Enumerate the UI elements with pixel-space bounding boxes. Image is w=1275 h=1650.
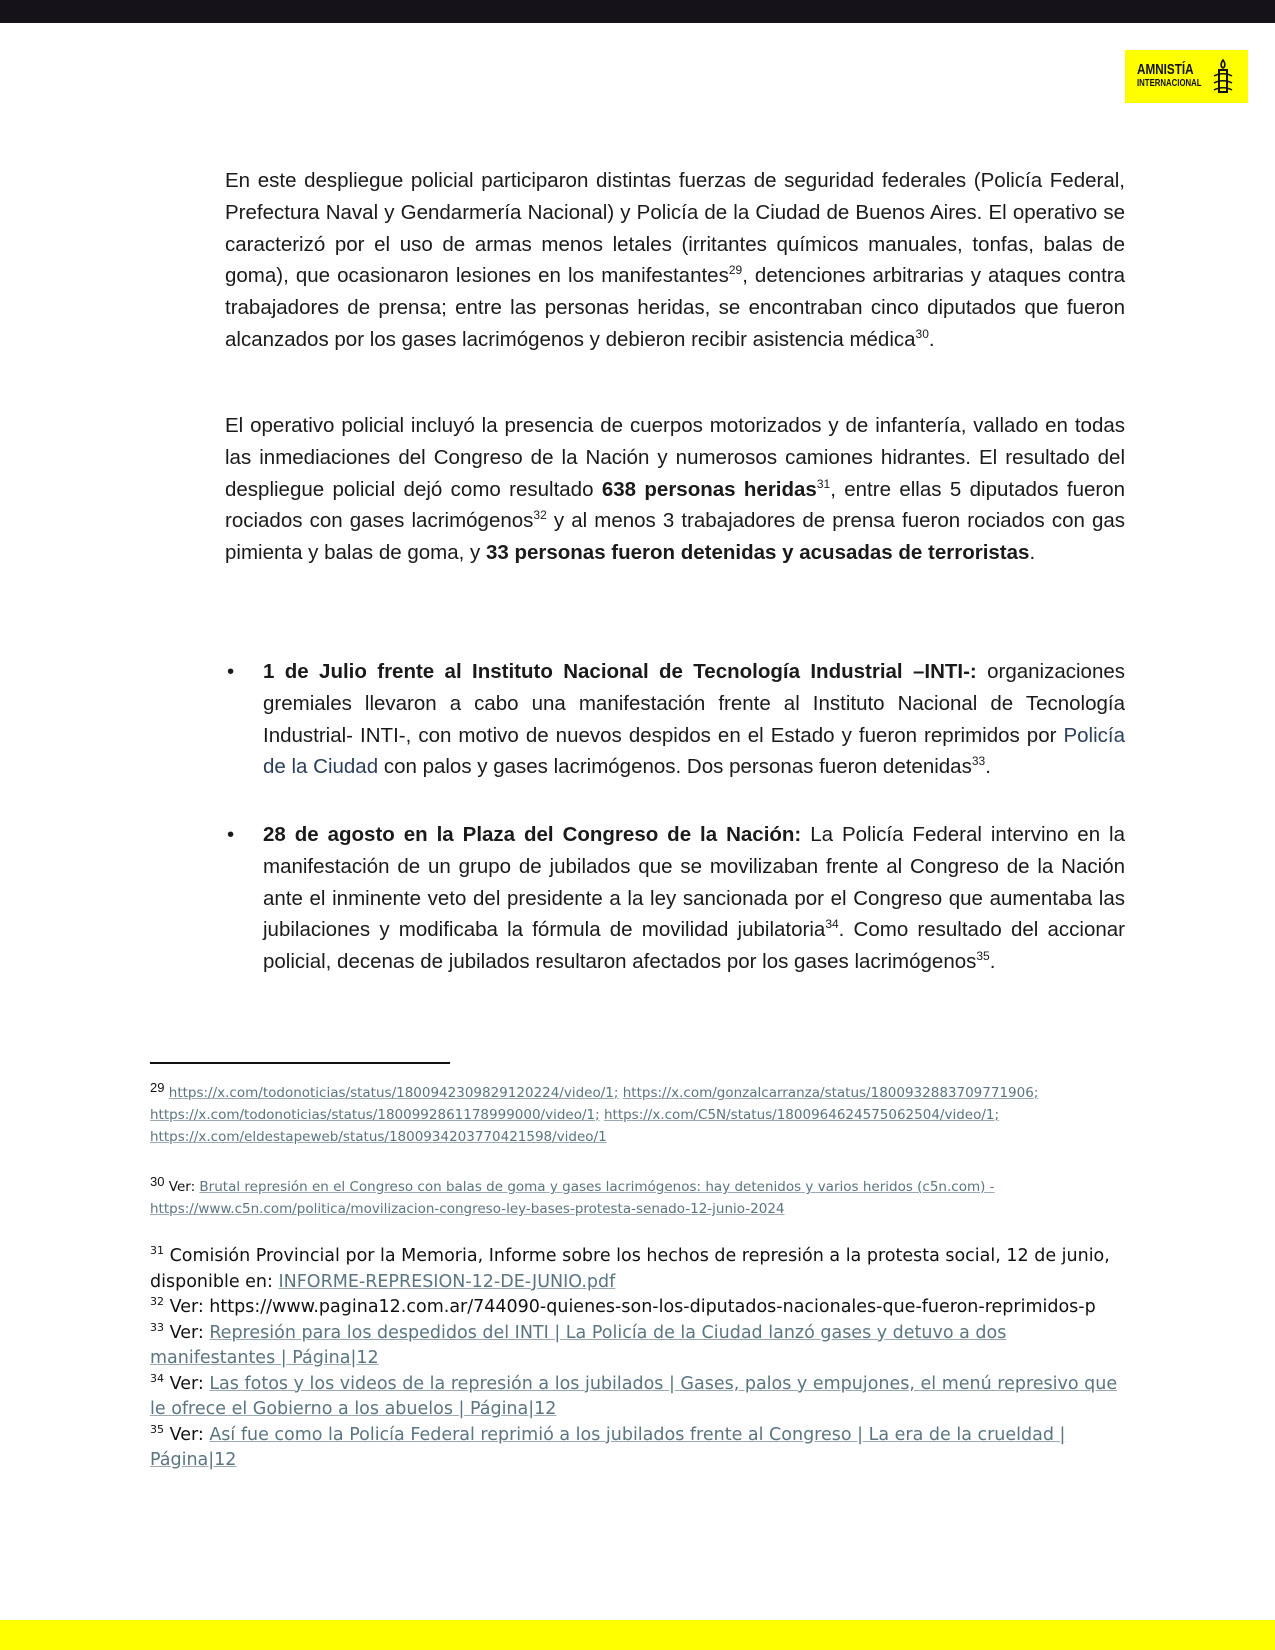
footnote-link[interactable]: Las fotos y los videos de la represión a los jubilados | Gases, palos y empujones, el menú represivo que le ofrece el Gobierno a los abuelos | Página|12 [150,1373,1118,1419]
bullet-heading: 1 de Julio frente al Instituto Nacional de Tecnología Industrial –INTI-: [263,660,977,683]
amnesty-logo [1125,50,1248,103]
bold-detained-count: 33 personas fueron detenidas y acusadas de terroristas [485,541,1030,565]
footnote-number: 31 [150,1244,164,1257]
footnote-link[interactable]: https://x.com/todonoticias/status/1800942309829120224/video/1 [168,1085,614,1101]
paragraph-police-deployment: En este despliegue policial participaron distintas fuerzas de seguridad federales (Policía Federal, Prefectura Naval y Gendarmería Nacional) y Policía de la Ciudad de Buenos Aires. El operativo se caracterizó por el uso de armas menos letales (irritantes químicos manuales, tonfas, balas de goma), que ocasionaron lesiones en los manifestantes$^{29}$, detenciones arbitrarias y ataques contra trabajadores de prensa; entre las personas heridas, se encontraban cinco diputados que fueron alcanzados por los gases lacrimógenos y debieron recibir asistencia médica$^{30}$. [225,169,1125,351]
bullet-dot: • [227,823,235,846]
informe-pdf-link[interactable]: INFORME-REPRESION-12-DE-JUNIO.pdf [278,1271,616,1292]
bold-injured-count: 638 personas heridas [601,477,817,501]
footnote-32: $^{32}$ Ver: https://www.pagina12.com.ar/744090-quienes-son-los-diputados-nacionales-que-fueron-reprimidos-p [150,1295,1096,1317]
footnote-ref-32[interactable]: 32 [533,508,547,523]
footnote-number: 33 [150,1320,164,1334]
bullet-list-inti [225,656,1125,783]
footnote-link-title[interactable]: Brutal represión en el Congreso con balas de goma y gases lacrimógenos: hay detenidos y varios heridos (c5n.com) - [199,1179,995,1195]
footnote-ref-30[interactable]: 30 [915,326,929,341]
footnote-ref-31[interactable]: 31 [816,476,831,491]
footnote-number: 34 [150,1371,164,1385]
bullet-dot: • [227,660,235,683]
footnote-30: 30 Ver: Brutal represión en el Congreso con balas de goma y gases lacrimógenos: hay detenidos y varios heridos (c5n.com) - https://www.c5n.com/politica/movilizacion-congreso-ley-bases-protesta-senado-12-junio-2024 [150,1174,995,1217]
footnote-ref-35[interactable]: 35 [976,949,990,964]
footnote-33: $^{33}$ Ver: Represión para los despedidos del INTI | La Policía de la Ciudad lanzó gases y detuvo a dos manifestantes | Página|12 [150,1320,1007,1368]
bullet-item-inti: • 1 de Julio frente al Instituto Nacional de Tecnología Industrial –INTI-: organizaciones gremiales llevaron a cabo una manifestación frente al Instituto Nacional de Tecnología Industrial- INTI-, con motivo de nuevos despidos en el Estado y fueron reprimidos por Policía de la Ciudad con palos y gases lacrimógenos. Dos personas fueron detenidas$^{33}$. [225,656,1125,783]
candle-barbed-wire-icon [1212,59,1234,95]
footnote-ref-34[interactable]: 34 [825,917,839,932]
footnote-31: $^{31}$ Comisión Provincial por la Memoria, Informe sobre los hechos de represión a la protesta social, 12 de junio, disponible en: INFORME-REPRESION-12-DE-JUNIO.pdf [150,1244,1110,1292]
footnote-number: 32 [150,1295,164,1308]
footnote-separator [150,1062,450,1064]
footnote-29: 29 https://x.com/todonoticias/status/1800942309829120224/video/1; https://x.com/gonzalcarranza/status/1800932883709771906; https://x.com/todonoticias/status/1800992861178999000/video/1; https://x.com/C5N/status/1800964624575062504/video/1; https://x.com/eldestapeweb/status/1800934203770421598/video/1 [150,1080,1039,1145]
bullet-item-congreso: • 28 de agosto en la Plaza del Congreso de la Nación: La Policía Federal intervino en la manifestación de un grupo de jubilados que se movilizaban frente al Congreso de la Nación ante el inminente veto del presidente a la ley sancionada por el Congreso que aumentaba las jubilaciones y modificaba la fórmula de movilidad jubilatoria$^{34}$. Como resultado del accionar policial, decenas de jubilados resultaron afectados por los gases lacrimógenos$^{35}$. [225,819,1125,978]
footnote-link[interactable]: https://x.com/todonoticias/status/1800992861178999000/video/1 [150,1107,596,1123]
footnote-35: $^{35}$ Ver: Así fue como la Policía Federal reprimió a los jubilados frente al Congreso | La era de la crueldad | Página|12 [150,1422,1066,1470]
paragraph-operation-results: El operativo policial incluyó la presencia de cuerpos motorizados y de infantería, vallado en todas las inmediaciones del Congreso de la Nación y numerosos camiones hidrantes. El resultado del despliegue policial dejó como resultado 638 personas heridas$^{31}$, entre ellas 5 diputados fueron rociados con gases lacrimógenos$^{32}$ y al menos 3 trabajadores de prensa fueron rociados con gas pimienta y balas de goma, y 33 personas fueron detenidas y acusadas de terroristas. [225,414,1126,565]
footnote-link[interactable]: https://x.com/gonzalcarranza/status/1800932883709771906 [622,1085,1034,1101]
footnote-number: 30 [150,1174,165,1189]
policia-ciudad-link[interactable]: Policía de la Ciudad [263,723,1125,779]
footnotes-31-35 [150,1244,1125,1474]
footnote-number: 29 [150,1080,165,1095]
footnote-ref-29[interactable]: 29 [728,263,743,278]
logo-text-line1: AMNISTÍA [1137,61,1194,78]
logo-text-line2: INTERNACIONAL [1137,78,1202,89]
bottom-brand-bar [0,1620,1275,1650]
footnote-link[interactable]: https://x.com/eldestapeweb/status/1800934203770421598/video/1 [150,1129,607,1145]
bullet-heading: 28 de agosto en la Plaza del Congreso de la Nación: [263,823,802,846]
footnote-link[interactable]: Represión para los despedidos del INTI | La Policía de la Ciudad lanzó gases y detuvo a dos manifestantes | Página|12 [150,1322,1007,1368]
footnote-ref-33[interactable]: 33 [971,754,986,769]
footnote-number: 35 [150,1422,164,1436]
bullet-list-congreso [225,819,1125,978]
top-bar [0,0,1275,23]
footnote-link-url[interactable]: https://www.c5n.com/politica/movilizacion-congreso-ley-bases-protesta-senado-12-junio-2024 [150,1201,785,1217]
footnote-34: $^{34}$ Ver: Las fotos y los videos de la represión a los jubilados | Gases, palos y empujones, el menú represivo que le ofrece el Gobierno a los abuelos | Página|12 [150,1371,1118,1419]
footnote-link[interactable]: https://x.com/C5N/status/1800964624575062504/video/1 [603,1107,995,1123]
footnote-link[interactable]: Así fue como la Policía Federal reprimió a los jubilados frente al Congreso | La era de la crueldad | Página|12 [150,1424,1066,1470]
